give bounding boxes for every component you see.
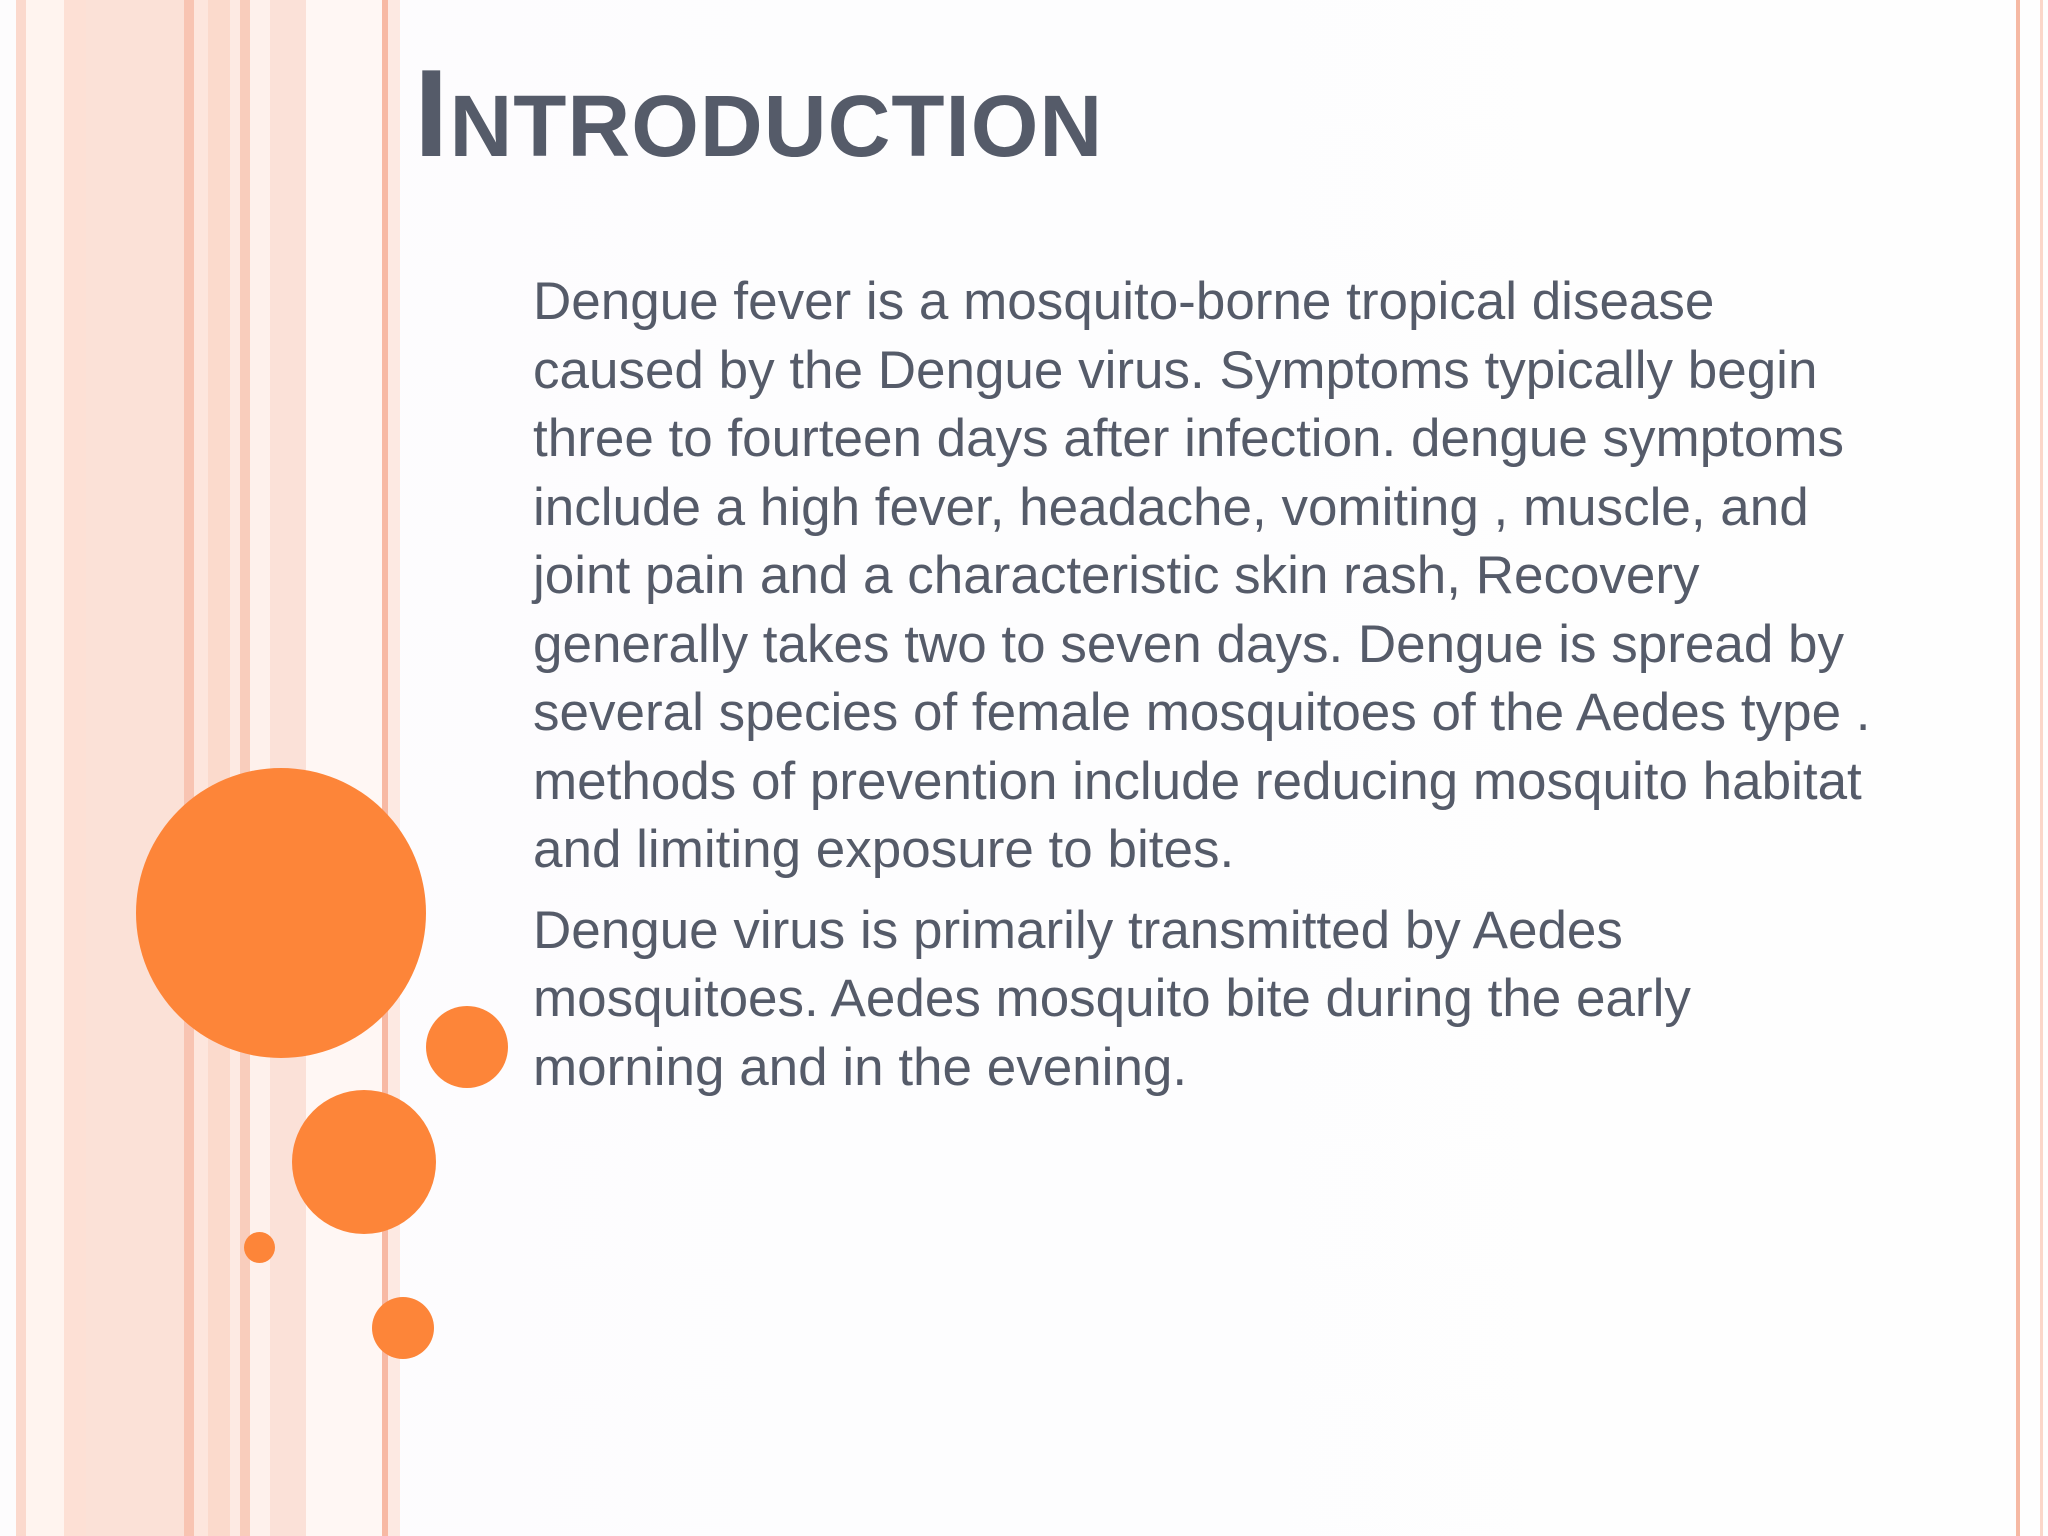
stripe [184,0,194,1536]
stripe [16,0,26,1536]
stripe [26,0,64,1536]
body-paragraph: Dengue virus is primarily transmitted by Aedes mosquitoes. Aedes mosquito bite during the early morning and in the evening. [533,900,1691,1097]
decorative-stripes [0,0,400,1536]
right-border-line [2016,0,2020,1536]
stripe [240,0,250,1536]
slide-body [533,268,1883,1114]
slide-title: Introduction [414,45,1104,183]
decorative-circle-large [136,768,426,1058]
stripe [230,0,240,1536]
right-border-line [2040,0,2043,1536]
stripe [306,0,382,1536]
decorative-circle-medium [426,1006,508,1088]
body-paragraph: Dengue fever is a mosquito-borne tropical disease caused by the Dengue virus. Symptoms typically begin three to fourteen days after infection. dengue symptoms include a high fever, headache, vomiting , muscle, and joint pain and a characteristic skin rash, Recovery generally takes two to seven days. Dengue is spread by several species of female mosquitoes of the Aedes type . methods of prevention include reducing mosquito habitat and limiting exposure to bites. [533,272,1871,879]
stripe [208,0,230,1536]
decorative-circle-small [372,1297,434,1359]
stripe [64,0,86,1536]
stripe [194,0,208,1536]
decorative-circle-small [244,1232,275,1263]
decorative-circle-medium [292,1090,436,1234]
stripe [86,0,186,1536]
